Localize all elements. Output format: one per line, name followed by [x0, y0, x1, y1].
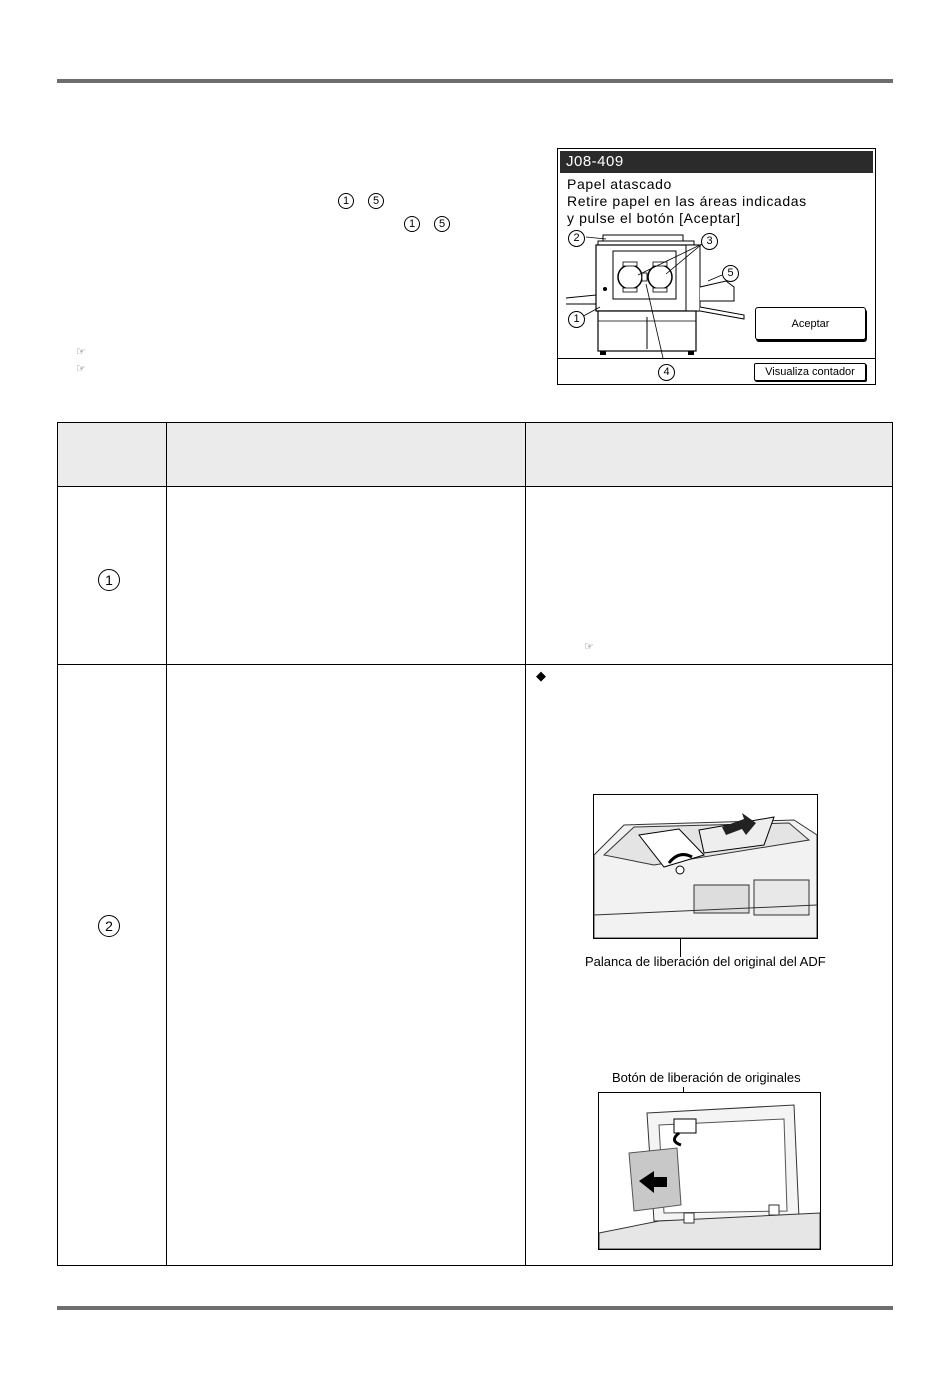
row-divider: [58, 486, 892, 487]
accept-button[interactable]: Aceptar: [755, 307, 866, 340]
pointing-hand-icon: ☞: [76, 346, 86, 358]
screen-message-line: Papel atascado: [567, 176, 672, 192]
area-marker-3: 3: [701, 233, 718, 250]
adf-lever-caption: Palanca de liberación del original del ADF: [585, 954, 826, 969]
row-area-marker: 2: [98, 915, 120, 937]
area-marker-start: 1: [338, 193, 354, 209]
error-code: J08-409: [560, 151, 873, 173]
adf-photo: [593, 794, 818, 939]
original-release-caption: Botón de liberación de originales: [612, 1070, 801, 1085]
pointing-hand-icon: ☞: [584, 641, 594, 653]
table-header-row: [58, 423, 892, 486]
counter-display-button[interactable]: Visualiza contador: [754, 363, 866, 381]
footer-rule: [57, 1306, 893, 1310]
area-marker-start: 1: [404, 216, 420, 232]
pointing-hand-icon: ☞: [76, 363, 86, 375]
area-marker-1: 1: [568, 311, 585, 328]
column-divider: [166, 423, 167, 1265]
area-marker-end: 5: [368, 193, 384, 209]
area-marker-5: 5: [722, 265, 739, 282]
jam-areas-table: [57, 422, 893, 1266]
column-divider: [525, 423, 526, 1265]
area-marker-4: 4: [658, 364, 675, 381]
row-divider: [58, 664, 892, 665]
header-rule: [57, 79, 893, 83]
diamond-icon: ◆: [536, 668, 546, 683]
original-release-photo: [598, 1092, 821, 1250]
area-marker-2: 2: [568, 230, 585, 247]
screen-message-line: y pulse el botón [Aceptar]: [567, 210, 741, 226]
screen-message-line: Retire papel en las áreas indicadas: [567, 193, 807, 209]
area-marker-end: 5: [434, 216, 450, 232]
row-area-marker: 1: [98, 569, 120, 591]
touch-panel-screen: [557, 148, 876, 385]
screen-footer-divider: [558, 358, 875, 359]
